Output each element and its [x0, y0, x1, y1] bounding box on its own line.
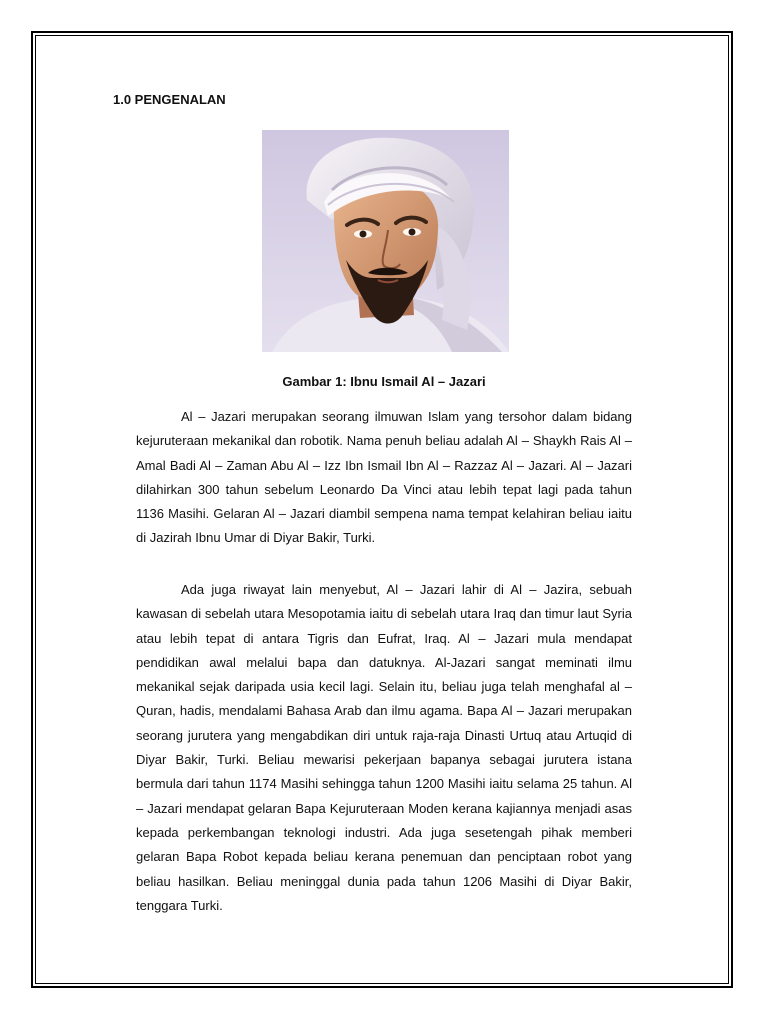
figure-caption: Gambar 1: Ibnu Ismail Al – Jazari	[282, 374, 486, 389]
paragraph-2-text: Ada juga riwayat lain menyebut, Al – Jazari lahir di Al – Jazira, sebuah kawasan di sebelah utara Mesopotamia iaitu di sebelah utara Iraq dan timur laut Syria atau lebih tepat di antara Tigris dan Eufrat, Iraq. Al – Jazari mula mendapat pendidikan awal melalui bapa dan datuknya. Al-Jazari sangat meminati ilmu mekanikal sejak daripada usia kecil lagi. Selain itu, beliau juga telah menghafal al – Quran, hadis, mendalami Bahasa Arab dan ilmu agama. Bapa Al – Jazari merupakan seorang jurutera yang mengabdikan diri untuk raja-raja Dinasti Urtuq atau Artuqid di Diyar Bakir, Turki. Beliau mewarisi pekerjaan bapanya sebagai jurutera istana bermula dari tahun 1174 Masihi sehingga tahun 1200 Masihi iaitu selama 25 tahun. Al – Jazari mendapat gelaran Bapa Kejuruteraan Moden kerana kajiannya menjadi asas kepada perkembangan teknologi industri. Ada juga sesetengah pihak memberi gelaran Bapa Robot kepada beliau kerana penemuan dan penciptaan robot yang beliau hasilkan. Beliau meninggal dunia pada tahun 1206 Masihi di Diyar Bakir, tenggara Turki.	[136, 582, 632, 913]
paragraph-1	[136, 405, 632, 551]
portrait-image	[262, 130, 509, 352]
paragraph-1-text: Al – Jazari merupakan seorang ilmuwan Islam yang tersohor dalam bidang kejuruteraan mekanikal dan robotik. Nama penuh beliau adalah Al – Shaykh Rais Al – Amal Badi Al – Zaman Abu Al – Izz Ibn Ismail Ibn Al – Razzaz Al – Jazari. Al – Jazari dilahirkan 300 tahun sebelum Leonardo Da Vinci atau lebih tepat lagi pada tahun 1136 Masihi. Gelaran Al – Jazari diambil sempena nama tempat kelahiran beliau iaitu di Jazirah Ibnu Umar di Diyar Bakir, Turki.	[136, 409, 632, 546]
paragraph-2	[136, 578, 632, 918]
section-heading: 1.0 PENGENALAN	[113, 92, 226, 107]
